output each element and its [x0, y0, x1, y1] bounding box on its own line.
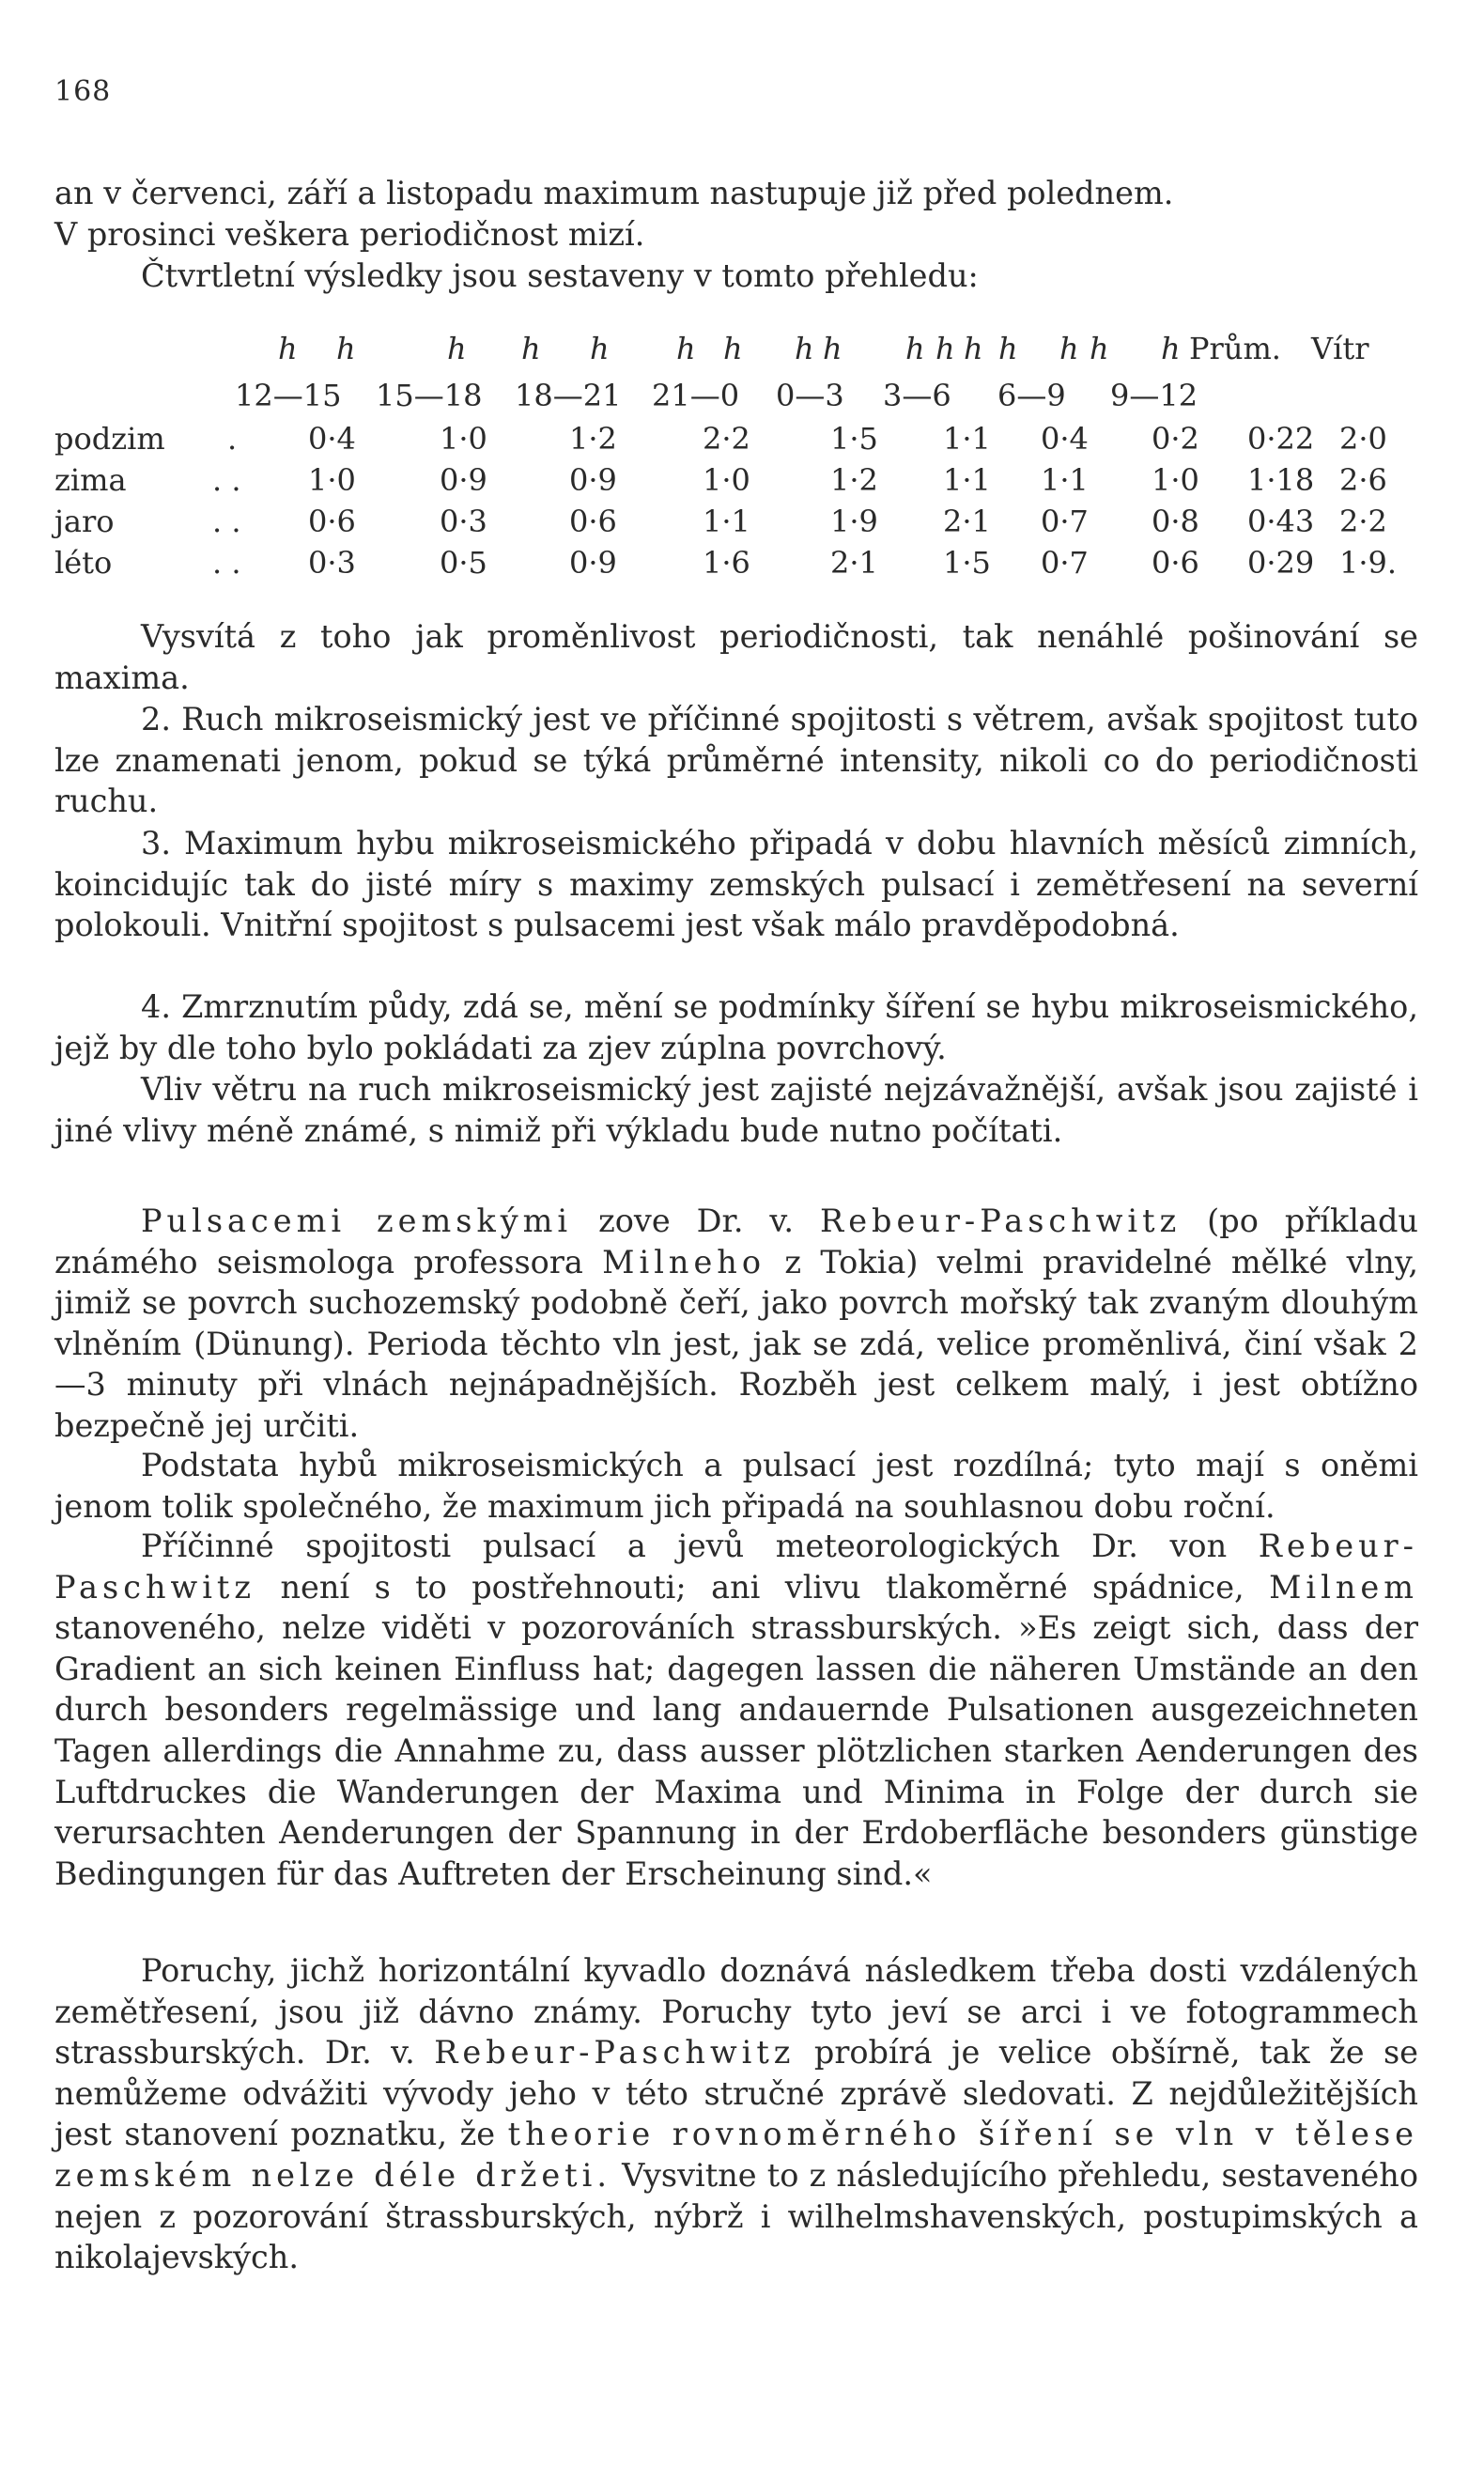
table-cell: 0·6 — [308, 504, 356, 539]
text-run: Vysvitne to z následujícího přehledu, sestaveného nejen z pozorování štrassburských, nýbrž i wilhelmshavenských, postupimských a nikolajevských. — [54, 2156, 1418, 2276]
table-cell: 0·9 — [569, 545, 617, 581]
hour-mark: h — [336, 331, 356, 366]
interval: 9—12 — [1110, 378, 1198, 413]
term-pulsace: Pulsacemi zemskými — [141, 1203, 573, 1239]
interval: 3—6 — [883, 378, 951, 413]
hour-mark: h — [447, 331, 467, 366]
table-row — [54, 504, 1418, 541]
hour-mark: h — [676, 331, 696, 366]
table-cell: 2·0 — [1339, 421, 1387, 457]
table-cell: 0·4 — [308, 421, 356, 457]
intro-line-3: Čtvrtletní výsledky jsou sestaveny v tomto přehledu: — [141, 257, 979, 294]
interval-row — [54, 378, 1418, 415]
table-cell: 0·43 — [1247, 504, 1315, 539]
table-cell: 2·2 — [1339, 504, 1387, 539]
hour-mark: h — [935, 331, 955, 366]
paragraph-3: 3. Maximum hybu mikroseismického připadá v dobu hlavních měsíců zimních, koincidujíc tak do jisté míry s maximy zemských pulsací i zemětřesení na severní polokouli. Vnitřní spojitost s pulsacemi jest však málo pravděpodobná. — [54, 825, 1418, 944]
table-row — [54, 421, 1418, 458]
table-cell: 0·22 — [1247, 421, 1315, 457]
table-cell: 1·0 — [440, 421, 487, 457]
hour-mark: h — [521, 331, 541, 366]
row-dots: . . — [212, 462, 241, 498]
table-cell: 1·0 — [703, 462, 750, 498]
text-run: stanoveného, nelze viděti v pozorováních strassburských. »Es zeigt sich, dass der Gradient an sich keinen Einfluss hat; dagegen lassen die näheren Umstände an den durch besonders regelmässige und lang andauernde Pulsationen ausgezeichneten Tagen allerdings die Annahme zu, dass ausser plötzlichen starken Aenderungen des Luftdruckes die Wanderungen der Maxima und Minima in Folge der durch sie verursachten Aenderungen der Spannung in der Erdoberfläche besonders günstige Bedingungen für das Auftreten der Erscheinung sind.« — [54, 1609, 1418, 1892]
table-cell: 1·1 — [703, 504, 750, 539]
interval: 18—21 — [515, 378, 622, 413]
table-cell: 0·2 — [1152, 421, 1199, 457]
paragraph-2: 2. Ruch mikroseismický jest ve příčinné spojitosti s větrem, avšak spojitost tuto lze znamenati jenom, pokud se týká průměrné intensity, nikoli co do periodičnosti ruchu. — [54, 701, 1418, 820]
text-run: z Tokia) velmi pravidelné mělké vlny, jimiž se povrch suchozemský podobně čeří, jako povrch mořský tak zvaným dlouhým vlněním (Dünung). Perioda těchto vln jest, jak se zdá, velice proměnlivá, činí však 2—3 minuty při vlnách nejnápadnějších. Rozběh jest celkem malý, i jest obtížno bezpečně jej určiti. — [54, 1243, 1418, 1444]
table-cell: 2·1 — [830, 545, 878, 581]
table-cell: 1·5 — [830, 421, 878, 457]
table-row — [54, 545, 1418, 582]
hour-mark: h — [1090, 331, 1109, 366]
column-prum: Prům. — [1189, 331, 1281, 366]
author-name: Rebeur-Paschwitz — [434, 2034, 796, 2072]
row-dots: . — [227, 421, 238, 457]
table-cell: 1·0 — [308, 462, 356, 498]
table-cell: 0·4 — [1041, 421, 1089, 457]
intro-line-2: V prosinci veškera periodičnost mizí. — [54, 216, 645, 253]
table-cell: 0·3 — [308, 545, 356, 581]
paragraph-vliv: Vliv větru na ruch mikroseismický jest zajisté nejzávažnější, avšak jsou zajisté i jiné vlivy méně známé, s nimiž při výkladu bude nutno počítati. — [54, 1071, 1418, 1149]
table-cell: 1·9. — [1339, 545, 1398, 581]
hour-mark: h — [795, 331, 814, 366]
hour-mark: h — [1059, 331, 1079, 366]
row-label: podzim — [54, 421, 165, 457]
interval: 6—9 — [997, 378, 1066, 413]
table-row — [54, 462, 1418, 500]
table-cell: 0·9 — [569, 462, 617, 498]
author-name: Milneho — [602, 1243, 766, 1280]
table-cell: 0·5 — [440, 545, 487, 581]
table-cell: 0·6 — [569, 504, 617, 539]
page-number: 168 — [54, 75, 112, 108]
paragraph-poruchy — [54, 1950, 1418, 2278]
text-run: Poruchy, jichž horizontální kyvadlo doznává následkem třeba dosti vzdálených zemětřesení, jsou již dávno známy. Poruchy tyto jeví se arci i ve fotogrammech strassburských. Dr. v. — [54, 1952, 1418, 2072]
paragraph-4: 4. Zmrznutím půdy, zdá se, mění se podmínky šíření se hybu mikroseismického, jejž by dle toho bylo pokládati za zjev zúplna povrchový. — [54, 988, 1418, 1066]
table-cell: 1·2 — [569, 421, 617, 457]
table-cell: 2·6 — [1339, 462, 1387, 498]
row-label: jaro — [54, 504, 115, 539]
interval: 21—0 — [652, 378, 740, 413]
text-run: Příčinné spojitosti pulsací a jevů meteorologických Dr. von — [141, 1528, 1259, 1564]
hour-mark: h — [1161, 331, 1181, 366]
paragraph-pulsace — [54, 1201, 1418, 1447]
author-name: Rebeur-Paschwitz — [819, 1203, 1182, 1239]
interval: 0—3 — [776, 378, 844, 413]
table-cell: 1·1 — [943, 421, 991, 457]
text-run: probírá je velice obšírně, tak že se nemůžeme odvážiti vývody jeho v této stručné zprávě sledovati. Z nejdůležitějších jest stanovení poznatku, že — [54, 2034, 1418, 2153]
table-cell: 2·1 — [943, 504, 991, 539]
hour-mark: h — [278, 331, 298, 366]
paragraph-pricinne — [54, 1526, 1418, 1894]
hour-mark: h — [723, 331, 743, 366]
hour-mark-row — [54, 331, 1418, 368]
table-cell: 1·9 — [830, 504, 878, 539]
row-label: léto — [54, 545, 113, 581]
text-run: zove Dr. v. — [572, 1203, 820, 1239]
table-cell: 0·3 — [440, 504, 487, 539]
table-cell: 0·6 — [1152, 545, 1199, 581]
interval: 15—18 — [376, 378, 483, 413]
table-cell: 2·2 — [703, 421, 750, 457]
author-name: Rebeur-Paschwitz — [54, 1528, 1418, 1606]
table-cell: 0·9 — [440, 462, 487, 498]
table-cell: 0·7 — [1041, 545, 1089, 581]
intro-line-1: an v červenci, září a listopadu maximum nastupuje již před polednem. — [54, 175, 1174, 211]
interval: 12—15 — [235, 378, 342, 413]
table-cell: 1·1 — [943, 462, 991, 498]
hour-mark: h — [590, 331, 610, 366]
table-cell: 0·8 — [1152, 504, 1199, 539]
text-run: není s to postřehnouti; ani vlivu tlakoměrné spádnice, — [255, 1568, 1270, 1606]
table-cell: 1·18 — [1247, 462, 1315, 498]
table-cell: 1·1 — [1041, 462, 1089, 498]
hour-mark: h — [823, 331, 842, 366]
paragraph-vysvita: Vysvítá z toho jak proměnlivost periodičnosti, tak nenáhlé pošinování se maxima. — [54, 618, 1418, 696]
hour-mark: h — [998, 331, 1018, 366]
hour-mark: h — [964, 331, 983, 366]
author-name: Milnem — [1269, 1568, 1418, 1606]
table-cell: 1·5 — [943, 545, 991, 581]
paragraph-podstata: Podstata hybů mikroseismických a pulsací jest rozdílná; tyto mají s oněmi jenom tolik společného, že maximum jich připadá na souhlasnou dobu roční. — [54, 1447, 1418, 1525]
row-dots: . . — [212, 504, 241, 539]
row-label: zima — [54, 462, 127, 498]
table-cell: 1·6 — [703, 545, 750, 581]
emphasis-theory: theorie rovnoměrného šíření se vln v tělese zemském nelze déle držeti. — [54, 2116, 1418, 2194]
table-cell: 1·2 — [830, 462, 878, 498]
table-cell: 0·29 — [1247, 545, 1315, 581]
table-cell: 1·0 — [1152, 462, 1199, 498]
table-cell: 0·7 — [1041, 504, 1089, 539]
hour-mark: h — [905, 331, 925, 366]
text-run: (po příkladu známého seismologa professora — [54, 1203, 1418, 1280]
column-vitr: Vítr — [1311, 331, 1369, 366]
row-dots: . . — [212, 545, 241, 581]
